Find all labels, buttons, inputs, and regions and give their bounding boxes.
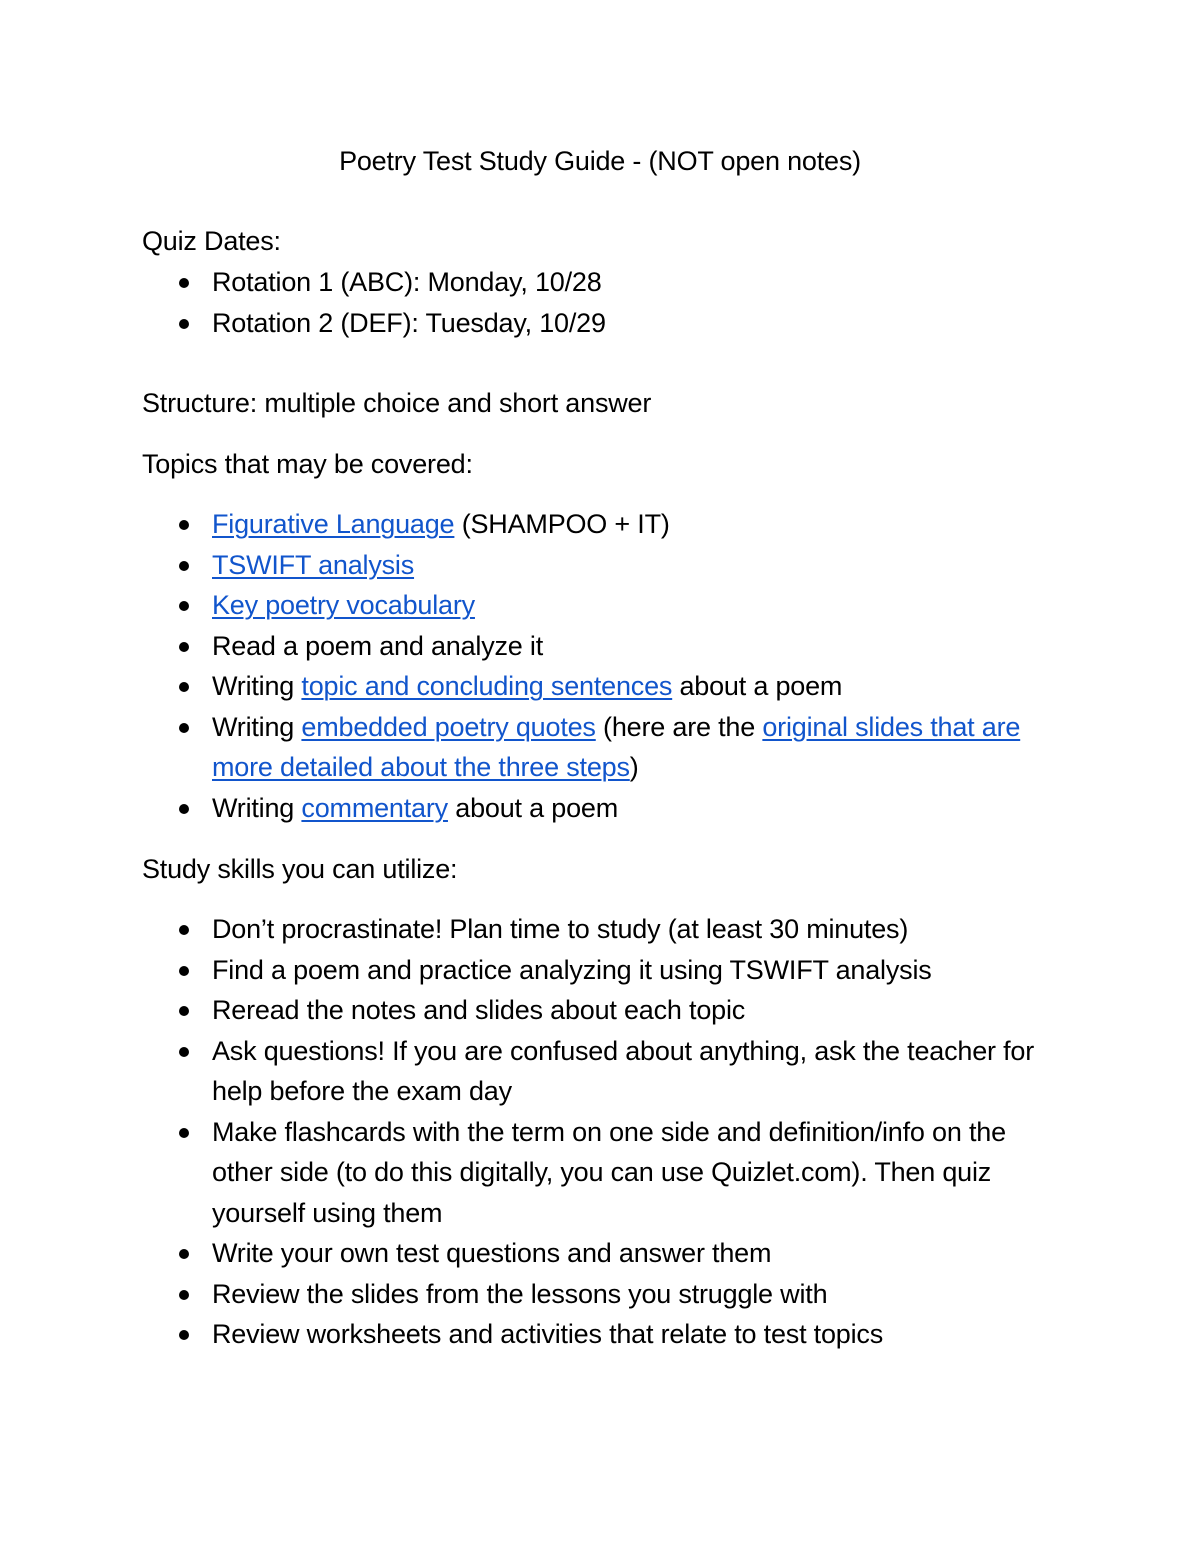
topic-and-concluding-sentences-link[interactable]: topic and concluding sentences xyxy=(301,671,673,701)
embedded-poetry-quotes-link[interactable]: embedded poetry quotes xyxy=(301,711,596,742)
bullet-icon xyxy=(179,682,189,692)
list-item: Writing topic and concluding sentences about a poem xyxy=(142,666,1072,707)
bullet-icon xyxy=(179,925,189,935)
quiz-dates-heading: Quiz Dates: xyxy=(142,226,281,256)
key-poetry-vocabulary-link[interactable]: Key poetry vocabulary xyxy=(212,590,475,620)
topics-list xyxy=(142,504,1072,828)
list-item: Figurative Language (SHAMPOO + IT) xyxy=(142,504,1072,545)
list-item: Writing embedded poetry quotes (here are the original slides that are more detailed about the three steps) xyxy=(142,707,1072,788)
structure-line: Structure: multiple choice and short answer xyxy=(142,388,652,418)
original-slides-link[interactable]: original slides that are more detailed about the three steps xyxy=(212,711,1021,782)
bullet-icon xyxy=(179,804,189,814)
bullet-icon xyxy=(179,723,189,733)
list-item: Review worksheets and activities that relate to test topics xyxy=(142,1314,1072,1355)
bullet-icon xyxy=(179,561,189,571)
list-item: Reread the notes and slides about each topic xyxy=(142,990,1072,1031)
bullet-icon xyxy=(179,1047,189,1057)
list-item: Review the slides from the lessons you struggle with xyxy=(142,1274,1072,1315)
bullet-icon xyxy=(179,966,189,976)
bullet-icon xyxy=(179,1290,189,1300)
commentary-link[interactable]: commentary xyxy=(301,792,448,823)
page-title: Poetry Test Study Guide - (NOT open notes) xyxy=(339,146,861,176)
bullet-icon xyxy=(179,1330,189,1340)
topics-heading: Topics that may be covered: xyxy=(142,449,473,479)
bullet-icon xyxy=(179,520,189,530)
list-item: Rotation 1 (ABC): Monday, 10/28 xyxy=(142,262,1072,303)
study-skills-heading: Study skills you can utilize: xyxy=(142,854,458,884)
bullet-icon xyxy=(179,642,189,652)
figurative-language-link[interactable]: Figurative Language xyxy=(212,509,455,539)
list-item: Make flashcards with the term on one side and definition/info on the other side (to do this digitally, you can use Quizlet.com). Then quiz yourself using them xyxy=(142,1112,1072,1234)
bullet-icon xyxy=(179,601,189,611)
bullet-icon xyxy=(179,278,189,288)
list-item: Rotation 2 (DEF): Tuesday, 10/29 xyxy=(142,303,1072,344)
bullet-icon xyxy=(179,1128,189,1138)
bullet-icon xyxy=(179,1249,189,1259)
tswift-analysis-link[interactable]: TSWIFT analysis xyxy=(212,549,415,580)
list-item: Read a poem and analyze it xyxy=(142,626,1072,667)
list-item: Write your own test questions and answer them xyxy=(142,1233,1072,1274)
bullet-icon xyxy=(179,319,189,329)
quiz-dates-list xyxy=(142,262,1072,343)
list-item: Find a poem and practice analyzing it using TSWIFT analysis xyxy=(142,950,1072,991)
list-item xyxy=(142,585,1072,626)
list-item: Writing commentary about a poem xyxy=(142,788,1072,829)
list-item xyxy=(142,545,1072,586)
study-skills-list xyxy=(142,909,1072,1355)
bullet-icon xyxy=(179,1006,189,1016)
list-item: Don’t procrastinate! Plan time to study (at least 30 minutes) xyxy=(142,909,1072,950)
list-item: Ask questions! If you are confused about anything, ask the teacher for help before the exam day xyxy=(142,1031,1072,1112)
